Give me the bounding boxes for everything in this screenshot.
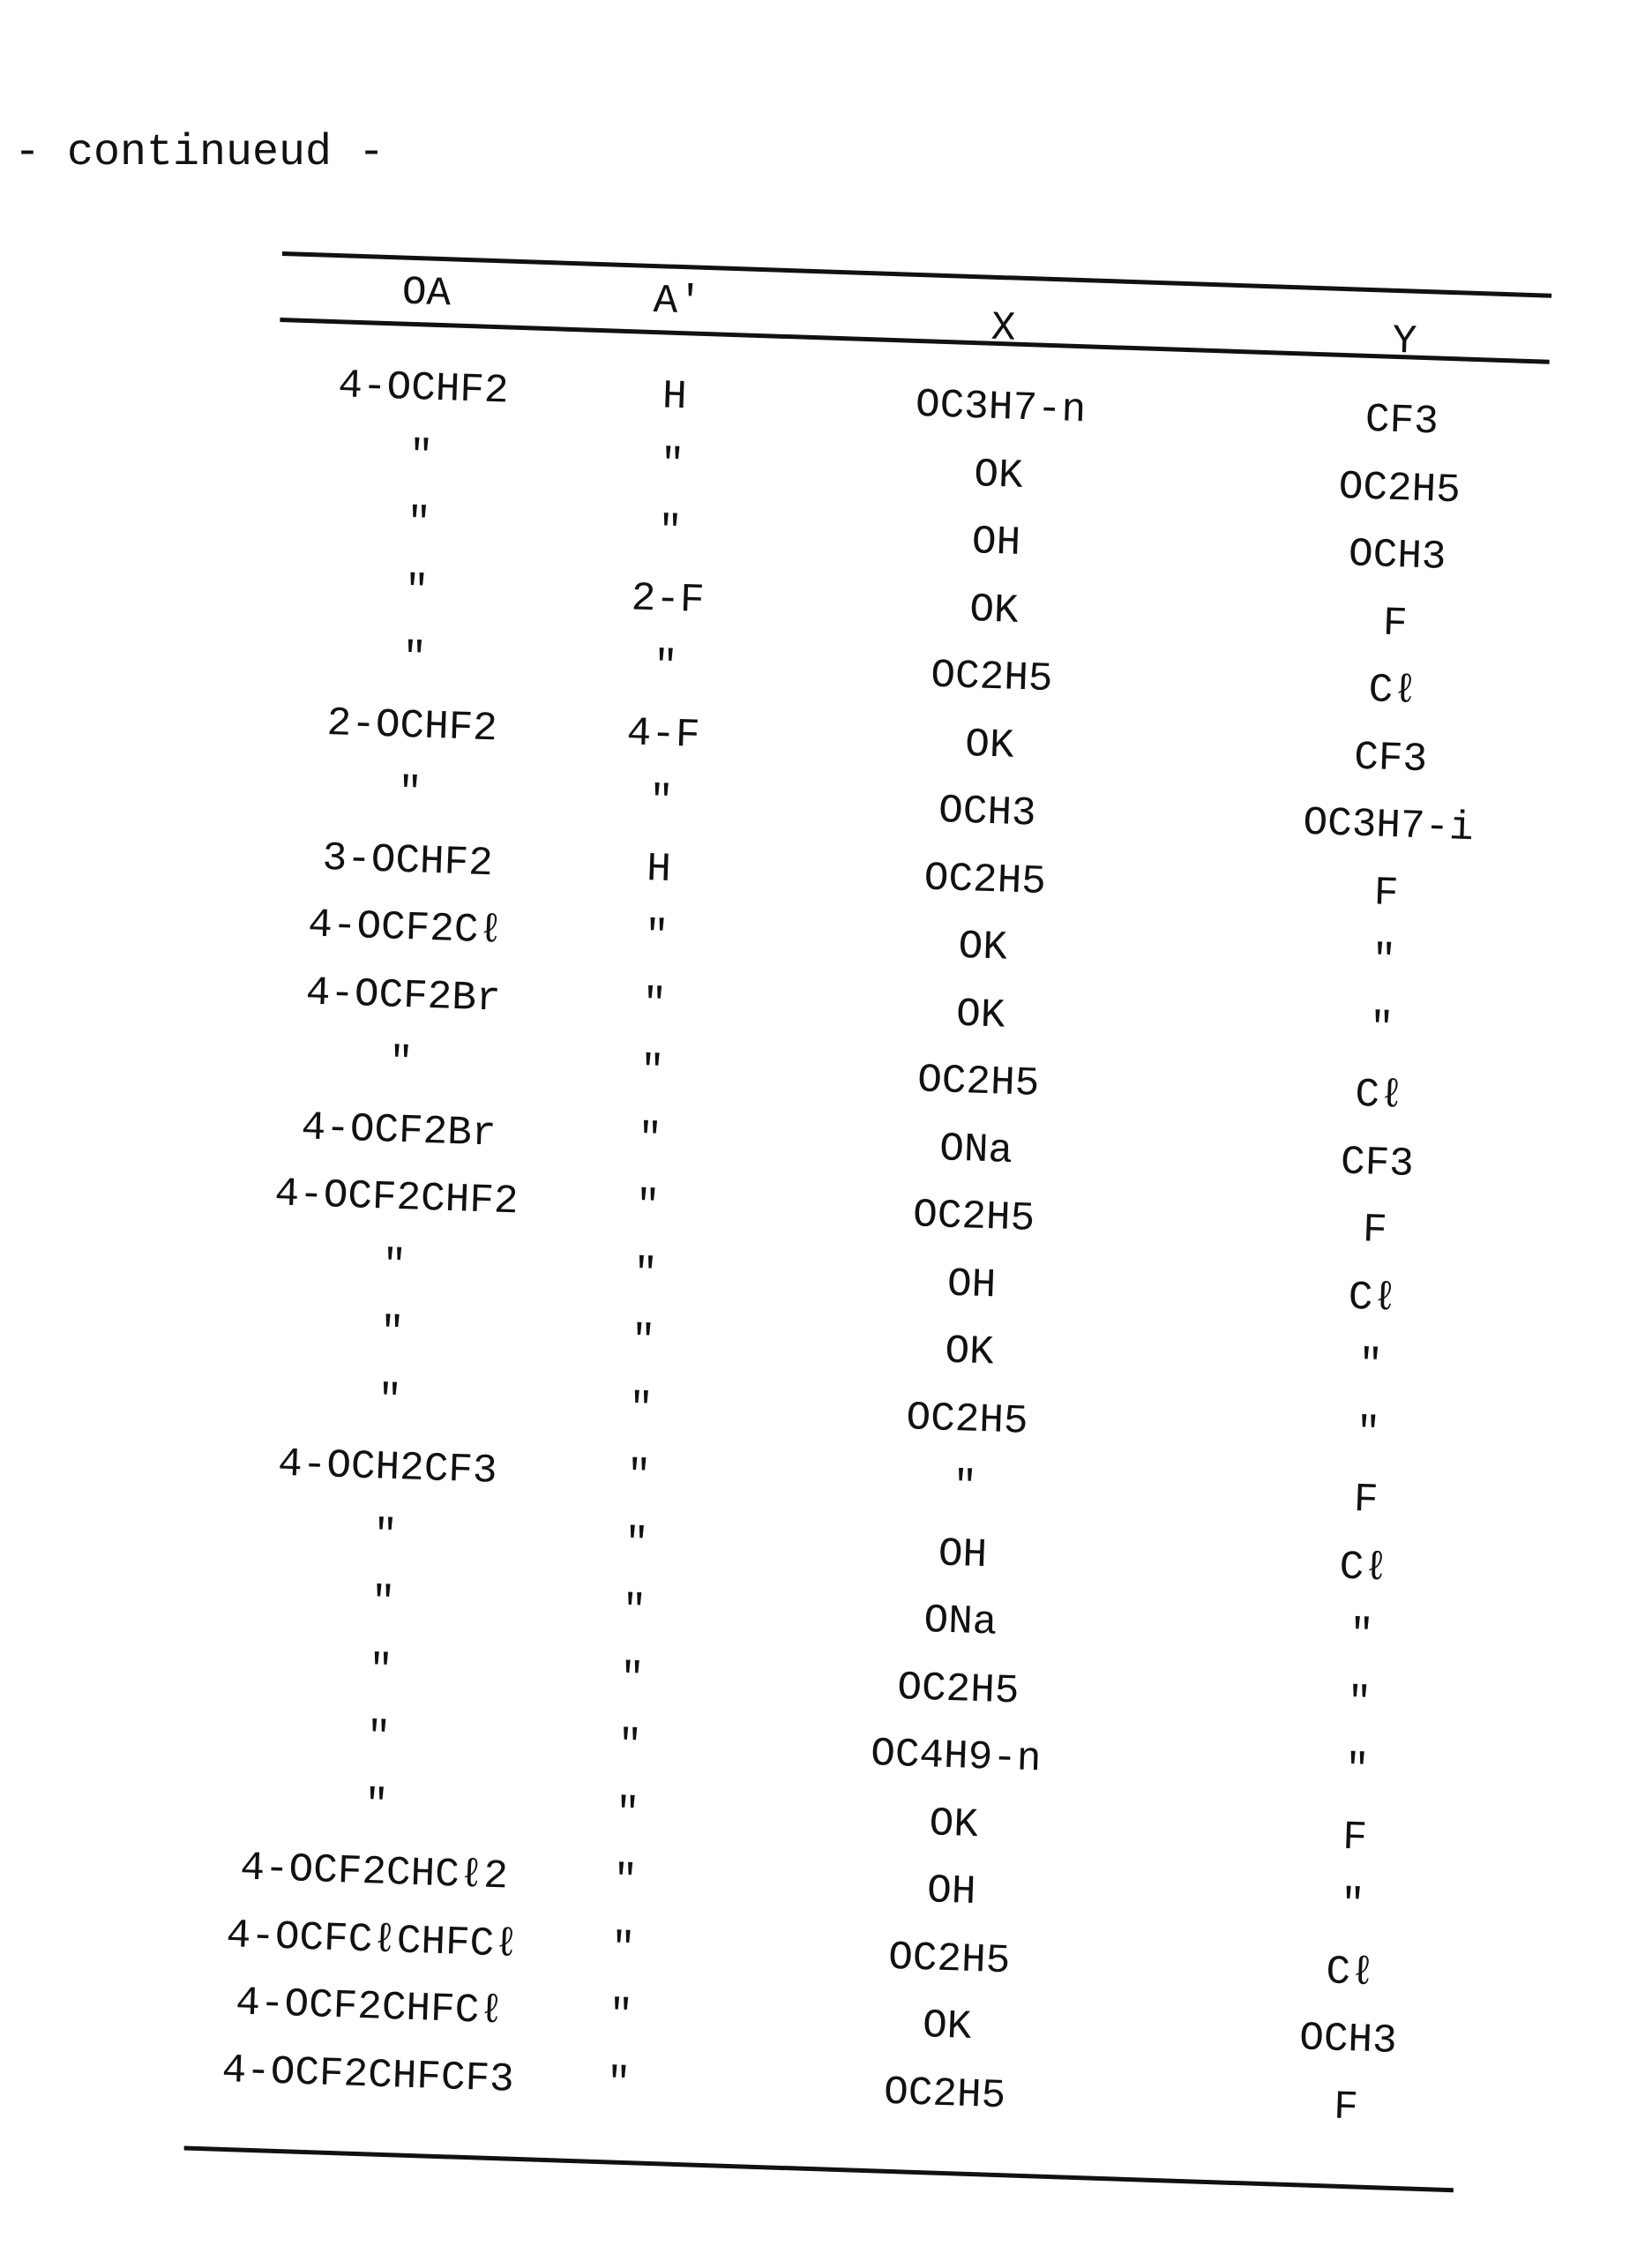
- cell-oa: 2-OCHF2: [265, 694, 558, 757]
- cell-y: ": [1236, 997, 1529, 1059]
- cell-oa: ": [239, 1504, 532, 1567]
- cell-x: OC2H5: [789, 1928, 1109, 1991]
- cell-x: OC4H9-n: [796, 1725, 1116, 1788]
- cell-oa: ": [270, 559, 563, 622]
- cell-y: OC2H5: [1253, 457, 1546, 520]
- cell-oa: 4-OCF2CHCℓ2: [228, 1841, 520, 1904]
- cell-x: OC2H5: [833, 646, 1152, 709]
- cell-oa: ": [264, 762, 557, 825]
- cell-x: OC2H5: [785, 2063, 1104, 2126]
- cell-a-prime: ": [548, 1244, 744, 1303]
- cell-oa: 4-OCFCℓCHFCℓ: [226, 1908, 519, 1971]
- cell-oa: 4-OCHF2: [277, 357, 570, 420]
- cell-y: ": [1215, 1604, 1508, 1666]
- cell-x: OK: [821, 983, 1140, 1046]
- cell-oa: 4-OCF2Cℓ: [259, 897, 552, 960]
- cell-y: ": [1224, 1334, 1517, 1396]
- cell-oa: 4-OCF2CHF2: [250, 1166, 543, 1229]
- cell-y: ": [1207, 1874, 1499, 1936]
- cell-y: F: [1249, 592, 1542, 655]
- cell-a-prime: ": [559, 907, 755, 966]
- cell-oa: ": [255, 1032, 548, 1095]
- cell-y: CF3: [1255, 390, 1548, 453]
- cell-a-prime: ": [530, 1784, 726, 1843]
- cell-x: OK: [834, 579, 1154, 642]
- cell-y: F: [1220, 1469, 1513, 1531]
- cell-x: ": [805, 1455, 1125, 1518]
- cell-y: CF3: [1245, 727, 1537, 790]
- cell-oa: ": [243, 1369, 536, 1432]
- cell-y: Cℓ: [1217, 1537, 1510, 1599]
- cell-y: CF3: [1231, 1132, 1524, 1194]
- cell-x: OK: [810, 1321, 1129, 1384]
- cell-a-prime: ": [526, 1919, 721, 1978]
- cell-oa: ": [230, 1774, 523, 1837]
- cell-a-prime: ": [554, 1042, 750, 1101]
- cell-x: OC2H5: [826, 848, 1145, 911]
- cell-x: OC2H5: [814, 1186, 1133, 1249]
- cell-y: F: [1208, 1806, 1501, 1868]
- header-y: Y: [1258, 311, 1551, 373]
- cell-x: OC3H7-n: [841, 376, 1161, 439]
- cell-oa: 4-OCH2CF3: [241, 1436, 534, 1499]
- cell-a-prime: 4-F: [565, 704, 761, 763]
- cell-a-prime: ": [534, 1649, 730, 1708]
- cell-a-prime: ": [532, 1716, 728, 1775]
- cell-a-prime: ": [541, 1447, 736, 1506]
- cell-oa: 4-OCF2Br: [257, 964, 549, 1027]
- cell-y: OCH3: [1202, 2009, 1495, 2071]
- cell-y: Cℓ: [1204, 1941, 1497, 2003]
- cell-oa: ": [268, 627, 561, 690]
- header-x: X: [844, 296, 1163, 360]
- header-a-prime: A': [579, 272, 775, 331]
- cell-x: OK: [823, 916, 1142, 979]
- cell-y: ": [1237, 929, 1530, 992]
- cell-a-prime: ": [557, 974, 752, 1033]
- cell-x: OC2H5: [819, 1051, 1138, 1114]
- cell-x: OC2H5: [808, 1388, 1127, 1451]
- cell-oa: ": [232, 1706, 525, 1769]
- cell-a-prime: ": [564, 772, 759, 831]
- cell-y: F: [1200, 2076, 1492, 2138]
- continued-caption: - continueud -: [14, 128, 385, 178]
- cell-x: ONa: [801, 1590, 1120, 1653]
- header-oa: OA: [280, 262, 573, 325]
- cell-x: OK: [794, 1793, 1113, 1856]
- cell-oa: 4-OCF2CHFCF3: [221, 2043, 514, 2106]
- cell-oa: ": [273, 492, 565, 555]
- cell-oa: ": [236, 1571, 529, 1634]
- cell-y: OC3H7-i: [1242, 794, 1535, 857]
- cell-x: OH: [837, 511, 1156, 574]
- cell-a-prime: ": [568, 637, 764, 696]
- cell-x: OH: [792, 1860, 1111, 1923]
- cell-y: ": [1222, 1402, 1514, 1464]
- cell-a-prime: ": [543, 1379, 739, 1438]
- cell-oa: ": [248, 1234, 541, 1297]
- cell-y: ": [1211, 1739, 1504, 1801]
- cell-y: OCH3: [1251, 525, 1544, 588]
- cell-a-prime: ": [520, 2054, 716, 2113]
- cell-a-prime: H: [561, 839, 757, 898]
- cell-y: Cℓ: [1246, 660, 1539, 722]
- cell-a-prime: 2-F: [570, 570, 766, 629]
- cell-x: OK: [788, 1995, 1107, 2058]
- compound-table: [219, 251, 1551, 2216]
- cell-oa: ": [235, 1639, 527, 1702]
- cell-a-prime: ": [574, 435, 770, 494]
- cell-y: ": [1213, 1671, 1506, 1733]
- cell-x: OCH3: [827, 781, 1147, 844]
- table-bottom-rule: [184, 2145, 1454, 2192]
- cell-x: OK: [839, 444, 1158, 507]
- cell-x: OH: [804, 1523, 1123, 1586]
- cell-y: Cℓ: [1226, 1267, 1519, 1329]
- cell-a-prime: H: [577, 367, 773, 426]
- cell-a-prime: ": [572, 502, 768, 561]
- cell-a-prime: ": [536, 1581, 732, 1640]
- cell-a-prime: ": [545, 1312, 741, 1371]
- cell-y: Cℓ: [1233, 1064, 1526, 1127]
- cell-oa: ": [246, 1301, 539, 1364]
- cell-a-prime: ": [539, 1514, 735, 1573]
- cell-y: F: [1240, 862, 1533, 925]
- cell-oa: 4-OCF2CHFCℓ: [223, 1976, 516, 2039]
- cell-oa: 4-OCF2Br: [252, 1099, 545, 1162]
- cell-x: OK: [830, 713, 1149, 776]
- cell-x: OC2H5: [798, 1658, 1118, 1721]
- cell-a-prime: ": [552, 1109, 748, 1168]
- cell-oa: 3-OCHF2: [261, 829, 554, 892]
- cell-a-prime: ": [527, 1851, 723, 1910]
- cell-oa: ": [274, 424, 567, 487]
- cell-x: ONa: [817, 1118, 1136, 1181]
- cell-a-prime: ": [523, 1986, 719, 2045]
- cell-a-prime: ": [549, 1177, 745, 1236]
- cell-y: F: [1229, 1199, 1521, 1262]
- cell-x: OH: [812, 1253, 1132, 1316]
